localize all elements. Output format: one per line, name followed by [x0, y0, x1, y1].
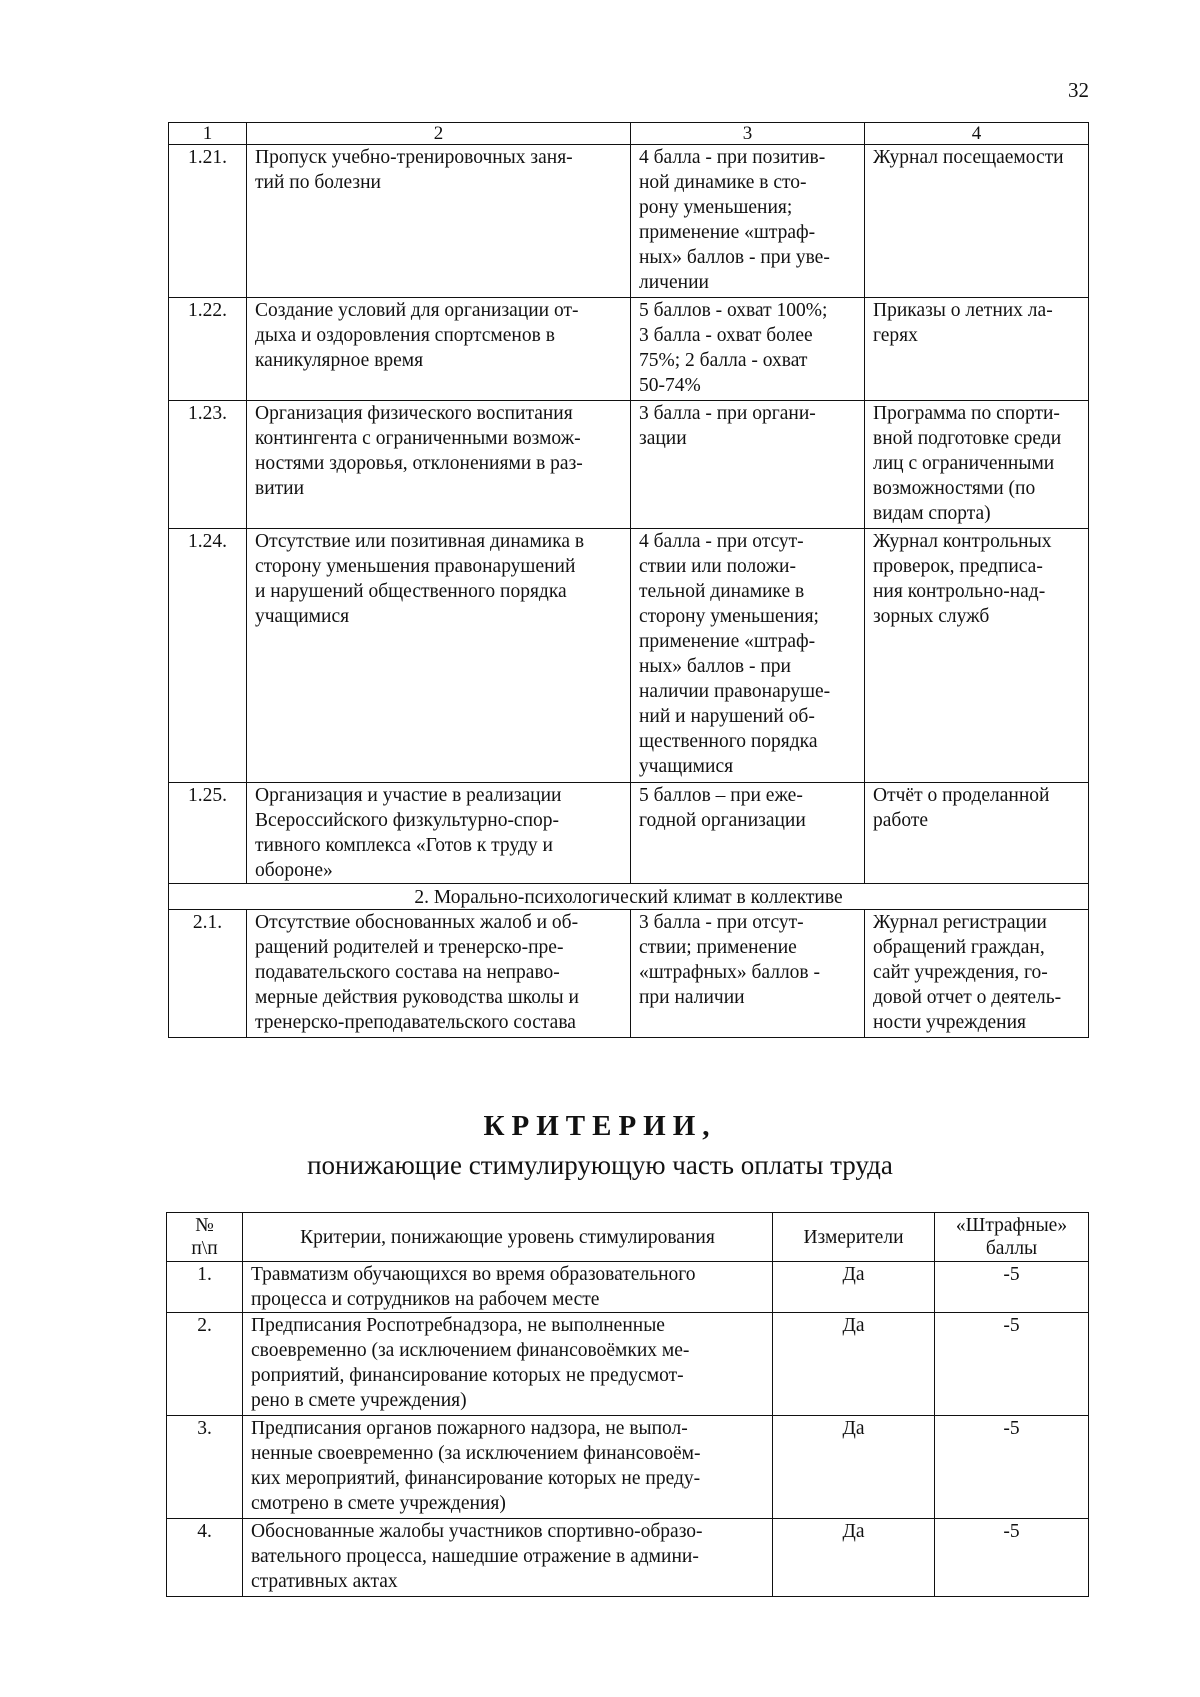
table-header-row: [169, 123, 1089, 145]
table-header-row: [167, 1213, 1089, 1262]
criterion-cell: Предписания органов пожарного надзора, не выпол- ненные своевременно (за исключением финансовоём- ких мероприятий, финансирование которых не преду- смотрено в смете учреждения): [243, 1416, 773, 1519]
row-number: 1.: [167, 1262, 243, 1313]
table-row: [169, 910, 1089, 1038]
table-row: [169, 145, 1089, 298]
page-number: 32: [1068, 78, 1089, 102]
row-number: 2.1.: [169, 910, 247, 1038]
page-subtitle: понижающие стимулирующую часть оплаты труда: [307, 1150, 893, 1180]
row-number: 1.23.: [169, 401, 247, 529]
row-number: 1.24.: [169, 529, 247, 783]
table-row: [169, 529, 1089, 783]
measure-cell: Приказы о летних ла- герях: [865, 298, 1089, 401]
criterion-cell: Создание условий для организации от- дыха и оздоровления спортсменов в каникулярное время: [247, 298, 631, 401]
criterion-cell: Травматизм обучающихся во время образовательного процесса и сотрудников на рабочем месте: [243, 1262, 773, 1313]
criterion-cell: Организация физического воспитания контингента с ограниченными возмож- ностями здоровья, отклонениями в раз- витии: [247, 401, 631, 529]
criterion-cell: Организация и участие в реализации Всероссийского физкультурно-спор- тивного комплекса «Готов к труду и обороне»: [247, 783, 631, 884]
criterion-cell: Предписания Роспотребнадзора, не выполненные своевременно (за исключением финансовоёмких ме- роприятий, финансирование которых не предусмот- рено в смете учреждения): [243, 1313, 773, 1416]
table-row: [167, 1416, 1089, 1519]
measure-cell: Да: [773, 1416, 935, 1519]
criterion-cell: Пропуск учебно-тренировочных заня- тий по болезни: [247, 145, 631, 298]
row-number: 1.22.: [169, 298, 247, 401]
table-row: [167, 1519, 1089, 1597]
measure-cell: Журнал контрольных проверок, предписа- ния контрольно-над- зорных служб: [865, 529, 1089, 783]
points-cell: 5 баллов – при еже- годной организации: [631, 783, 865, 884]
section-title: 2. Морально-психологический климат в коллективе: [169, 884, 1089, 910]
column-number-2: 2: [247, 123, 631, 145]
points-cell: 3 балла - при органи- зации: [631, 401, 865, 529]
measure-cell: Отчёт о проделанной работе: [865, 783, 1089, 884]
row-number: 2.: [167, 1313, 243, 1416]
row-number: 3.: [167, 1416, 243, 1519]
header-number: № п\п: [167, 1213, 243, 1262]
penalty-points-cell: -5: [935, 1519, 1089, 1597]
points-cell: 4 балла - при отсут- ствии или положи- тельной динамике в сторону уменьшения; применение «штраф- ных» баллов - при наличии правонаруше- ний и нарушений об- щественного порядка учащимися: [631, 529, 865, 783]
column-number-3: 3: [631, 123, 865, 145]
table-row: [169, 401, 1089, 529]
points-cell: 5 баллов - охват 100%; 3 балла - охват более 75%; 2 балла - охват 50-74%: [631, 298, 865, 401]
table-row: [169, 298, 1089, 401]
criterion-cell: Обоснованные жалобы участников спортивно-образо- вательного процесса, нашедшие отражение в админи- стративных актах: [243, 1519, 773, 1597]
column-number-4: 4: [865, 123, 1089, 145]
points-cell: 3 балла - при отсут- ствии; применение «штрафных» баллов - при наличии: [631, 910, 865, 1038]
table-row: [167, 1262, 1089, 1313]
measure-cell: Да: [773, 1313, 935, 1416]
penalty-points-cell: -5: [935, 1262, 1089, 1313]
criterion-cell: Отсутствие или позитивная динамика в сторону уменьшения правонарушений и нарушений общественного порядка учащимися: [247, 529, 631, 783]
table-row: [167, 1313, 1089, 1416]
row-number: 4.: [167, 1519, 243, 1597]
criteria-table-continued: [168, 122, 1089, 1038]
header-measure: Измерители: [773, 1213, 935, 1262]
points-cell: 4 балла - при позитив- ной динамике в сто- рону уменьшения; применение «штраф- ных» баллов - при уве- личении: [631, 145, 865, 298]
header-criterion: Критерии, понижающие уровень стимулирования: [243, 1213, 773, 1262]
header-points: «Штрафные» баллы: [935, 1213, 1089, 1262]
table-row: [169, 783, 1089, 884]
measure-cell: Журнал посещаемости: [865, 145, 1089, 298]
measure-cell: Журнал регистрации обращений граждан, сайт учреждения, го- довой отчет о деятель- ности учреждения: [865, 910, 1089, 1038]
column-number-1: 1: [169, 123, 247, 145]
penalty-points-cell: -5: [935, 1313, 1089, 1416]
measure-cell: Да: [773, 1519, 935, 1597]
page-title: КРИТЕРИИ,: [483, 1110, 717, 1142]
row-number: 1.21.: [169, 145, 247, 298]
penalty-criteria-table: [166, 1212, 1089, 1597]
penalty-points-cell: -5: [935, 1416, 1089, 1519]
measure-cell: Да: [773, 1262, 935, 1313]
row-number: 1.25.: [169, 783, 247, 884]
criterion-cell: Отсутствие обоснованных жалоб и об- ращений родителей и тренерско-пре- подавательского состава на неправо- мерные действия руководства школы и тренерско-преподавательского состава: [247, 910, 631, 1038]
measure-cell: Программа по спорти- вной подготовке среди лиц с ограниченными возможностями (по видам спорта): [865, 401, 1089, 529]
section-row: [169, 884, 1089, 910]
